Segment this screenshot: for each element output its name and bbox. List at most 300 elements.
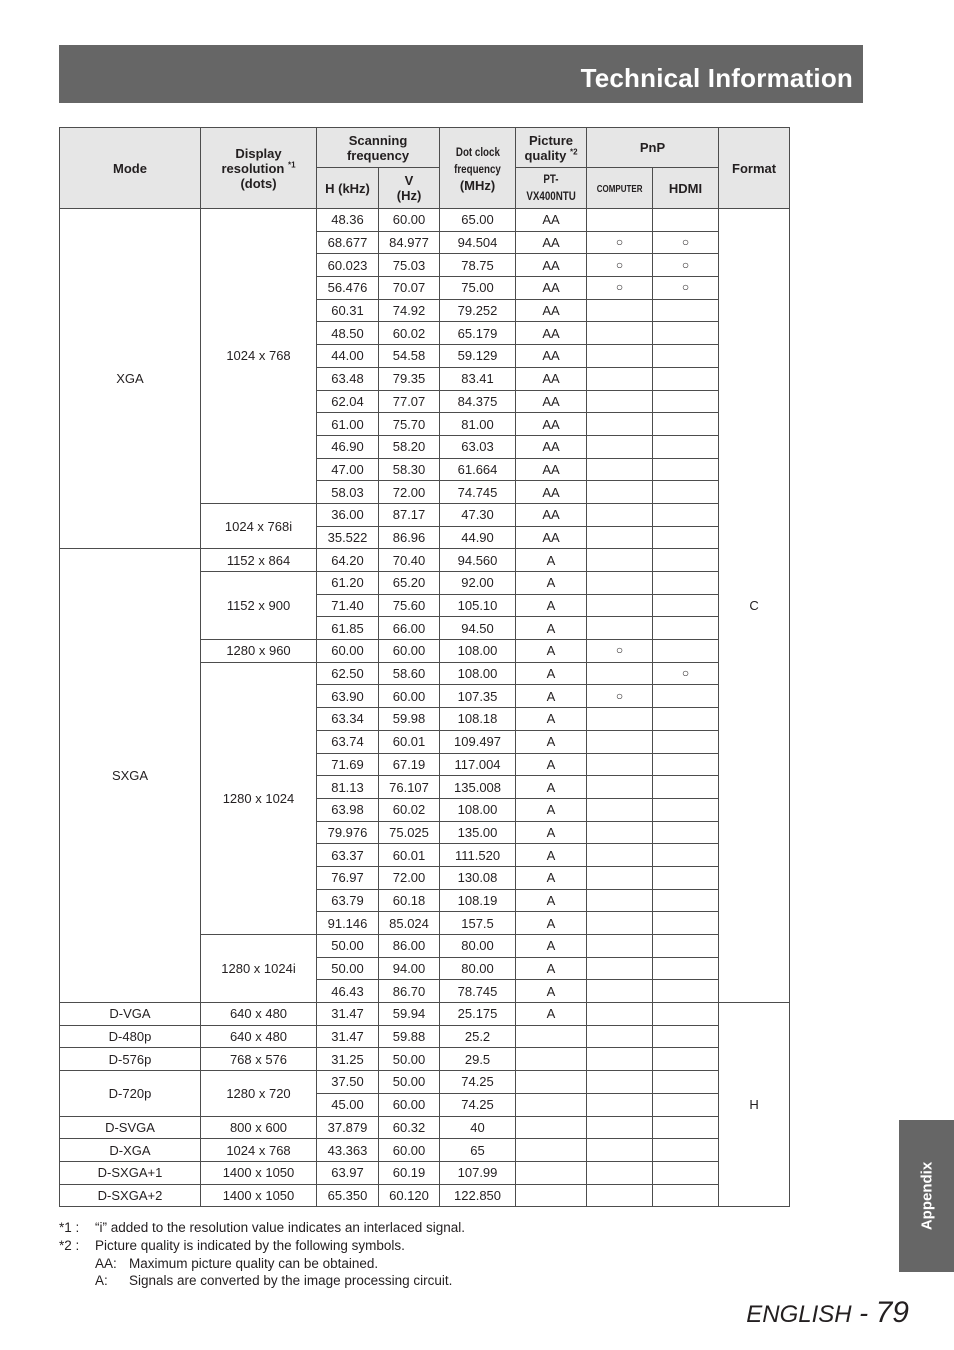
pnp-hdmi-cell <box>653 1139 719 1162</box>
picture-quality-cell: A <box>516 549 587 572</box>
pnp-computer-cell <box>587 866 653 889</box>
header-display-resolution: Display resolution $^{*1}$ (dots) <box>201 128 317 209</box>
pnp-hdmi-cell <box>653 1184 719 1207</box>
dot-clock-cell: 61.664 <box>440 458 516 481</box>
resolution-cell: 1280 x 720 <box>201 1071 317 1116</box>
v-hz-cell: 66.00 <box>379 617 440 640</box>
v-hz-cell: 60.02 <box>379 798 440 821</box>
v-hz-cell: 60.18 <box>379 889 440 912</box>
v-hz-cell: 94.00 <box>379 957 440 980</box>
pnp-computer-cell <box>587 617 653 640</box>
picture-quality-cell: A <box>516 1003 587 1026</box>
pnp-computer-cell <box>587 390 653 413</box>
table-row <box>60 1116 790 1139</box>
dot-clock-cell: 83.41 <box>440 367 516 390</box>
h-khz-cell: 63.34 <box>317 708 379 731</box>
dot-clock-cell: 122.850 <box>440 1184 516 1207</box>
dot-clock-cell: 75.00 <box>440 277 516 300</box>
signal-table-wrap <box>59 127 789 1207</box>
dot-clock-cell: 92.00 <box>440 572 516 595</box>
pnp-hdmi-cell <box>653 594 719 617</box>
pnp-hdmi-cell: ○ <box>653 231 719 254</box>
pnp-computer-cell <box>587 458 653 481</box>
header-dot-clock: Dot clock frequency (MHz) <box>440 128 516 209</box>
v-hz-cell: 76.107 <box>379 776 440 799</box>
pnp-computer-cell <box>587 1071 653 1094</box>
h-khz-cell: 60.31 <box>317 299 379 322</box>
table-row <box>60 1184 790 1207</box>
pnp-computer-cell <box>587 572 653 595</box>
resolution-cell: 768 x 576 <box>201 1048 317 1071</box>
v-hz-cell: 60.32 <box>379 1116 440 1139</box>
pnp-computer-cell <box>587 844 653 867</box>
footer-separator: - <box>851 1298 876 1328</box>
picture-quality-cell <box>516 1161 587 1184</box>
dot-clock-cell: 111.520 <box>440 844 516 867</box>
picture-quality-cell <box>516 1093 587 1116</box>
pnp-hdmi-cell <box>653 640 719 663</box>
pnp-computer-cell <box>587 435 653 458</box>
header-scanning-frequency: Scanning frequency <box>317 128 440 168</box>
picture-quality-cell: AA <box>516 503 587 526</box>
legend-a <box>59 1272 759 1290</box>
v-hz-cell: 75.60 <box>379 594 440 617</box>
dot-clock-cell: 78.75 <box>440 254 516 277</box>
pnp-hdmi-cell <box>653 957 719 980</box>
pnp-hdmi-cell: ○ <box>653 277 719 300</box>
dot-clock-cell: 135.00 <box>440 821 516 844</box>
pnp-computer-cell <box>587 798 653 821</box>
pnp-computer-cell <box>587 1003 653 1026</box>
h-khz-cell: 31.47 <box>317 1025 379 1048</box>
pnp-hdmi-cell <box>653 572 719 595</box>
v-hz-cell: 86.70 <box>379 980 440 1003</box>
dot-clock-cell: 80.00 <box>440 935 516 958</box>
pnp-computer-cell <box>587 481 653 504</box>
dot-clock-cell: 109.497 <box>440 730 516 753</box>
dot-clock-cell: 157.5 <box>440 912 516 935</box>
picture-quality-cell: A <box>516 866 587 889</box>
h-khz-cell: 48.36 <box>317 209 379 232</box>
picture-quality-cell: A <box>516 980 587 1003</box>
picture-quality-cell: AA <box>516 526 587 549</box>
pnp-hdmi-cell <box>653 617 719 640</box>
table-body <box>60 209 790 1207</box>
dot-clock-cell: 130.08 <box>440 866 516 889</box>
mode-cell: D-VGA <box>60 1003 201 1026</box>
pnp-computer-cell <box>587 889 653 912</box>
v-hz-cell: 79.35 <box>379 367 440 390</box>
pnp-computer-cell <box>587 912 653 935</box>
pnp-computer-cell <box>587 413 653 436</box>
pnp-computer-cell <box>587 503 653 526</box>
mode-cell: D-SVGA <box>60 1116 201 1139</box>
h-khz-cell: 61.20 <box>317 572 379 595</box>
picture-quality-cell: AA <box>516 209 587 232</box>
resolution-cell: 1024 x 768i <box>201 503 317 548</box>
pnp-computer-cell: ○ <box>587 254 653 277</box>
v-hz-cell: 60.00 <box>379 209 440 232</box>
dot-clock-cell: 29.5 <box>440 1048 516 1071</box>
v-hz-cell: 86.96 <box>379 526 440 549</box>
pnp-computer-cell <box>587 980 653 1003</box>
pnp-computer-cell <box>587 1161 653 1184</box>
legend-aa-text: Maximum picture quality can be obtained. <box>129 1255 379 1271</box>
mode-cell: D-576p <box>60 1048 201 1071</box>
h-khz-cell: 48.50 <box>317 322 379 345</box>
v-hz-cell: 58.60 <box>379 662 440 685</box>
table-row <box>60 549 790 572</box>
v-hz-cell: 70.40 <box>379 549 440 572</box>
picture-quality-cell: A <box>516 798 587 821</box>
pnp-hdmi-cell <box>653 1161 719 1184</box>
header-mode: Mode <box>60 128 201 209</box>
dot-clock-cell: 79.252 <box>440 299 516 322</box>
pnp-hdmi-cell <box>653 912 719 935</box>
format-cell: H <box>719 1003 790 1207</box>
footnote-1 <box>59 1219 759 1237</box>
h-khz-cell: 35.522 <box>317 526 379 549</box>
picture-quality-cell: A <box>516 662 587 685</box>
dot-clock-cell: 94.504 <box>440 231 516 254</box>
picture-quality-cell: AA <box>516 390 587 413</box>
h-khz-cell: 60.00 <box>317 640 379 663</box>
picture-quality-cell: A <box>516 821 587 844</box>
footer-language: ENGLISH <box>746 1301 852 1328</box>
pnp-hdmi-cell <box>653 1003 719 1026</box>
header-v-hz: V (Hz) <box>379 168 440 209</box>
picture-quality-cell <box>516 1116 587 1139</box>
h-khz-cell: 76.97 <box>317 866 379 889</box>
v-hz-cell: 75.70 <box>379 413 440 436</box>
picture-quality-cell: AA <box>516 435 587 458</box>
v-hz-cell: 65.20 <box>379 572 440 595</box>
v-hz-cell: 67.19 <box>379 753 440 776</box>
h-khz-cell: 44.00 <box>317 345 379 368</box>
table-row <box>60 209 790 232</box>
picture-quality-cell: A <box>516 572 587 595</box>
v-hz-cell: 84.977 <box>379 231 440 254</box>
pnp-computer-cell <box>587 957 653 980</box>
dot-clock-cell: 107.35 <box>440 685 516 708</box>
footnote-2-text: Picture quality is indicated by the following symbols. <box>95 1237 405 1253</box>
v-hz-cell: 60.00 <box>379 685 440 708</box>
pnp-hdmi-cell <box>653 980 719 1003</box>
dot-clock-cell: 74.25 <box>440 1071 516 1094</box>
mode-cell: D-SXGA+2 <box>60 1184 201 1207</box>
h-khz-cell: 64.20 <box>317 549 379 572</box>
appendix-tab[interactable] <box>899 1120 954 1272</box>
v-hz-cell: 59.94 <box>379 1003 440 1026</box>
picture-quality-cell <box>516 1025 587 1048</box>
pnp-computer-cell <box>587 1025 653 1048</box>
h-khz-cell: 63.97 <box>317 1161 379 1184</box>
page-number: 79 <box>875 1296 909 1329</box>
h-khz-cell: 62.04 <box>317 390 379 413</box>
picture-quality-cell: A <box>516 594 587 617</box>
v-hz-cell: 85.024 <box>379 912 440 935</box>
picture-quality-cell: AA <box>516 458 587 481</box>
picture-quality-cell: A <box>516 617 587 640</box>
picture-quality-cell: A <box>516 935 587 958</box>
dot-clock-cell: 108.18 <box>440 708 516 731</box>
footnote-2-mark: *2 : <box>59 1237 80 1253</box>
format-cell: C <box>719 209 790 1003</box>
pnp-computer-cell <box>587 209 653 232</box>
mode-cell: D-XGA <box>60 1139 201 1162</box>
h-khz-cell: 63.37 <box>317 844 379 867</box>
dot-clock-cell: 105.10 <box>440 594 516 617</box>
v-hz-cell: 60.02 <box>379 322 440 345</box>
header-model: PT- VX400NTU <box>516 168 587 209</box>
v-hz-cell: 60.00 <box>379 1139 440 1162</box>
picture-quality-cell: AA <box>516 254 587 277</box>
pnp-computer-cell <box>587 753 653 776</box>
picture-quality-cell: AA <box>516 299 587 322</box>
pnp-computer-cell <box>587 1116 653 1139</box>
h-khz-cell: 31.47 <box>317 1003 379 1026</box>
h-khz-cell: 63.74 <box>317 730 379 753</box>
dot-clock-cell: 63.03 <box>440 435 516 458</box>
v-hz-cell: 77.07 <box>379 390 440 413</box>
dot-clock-cell: 65.179 <box>440 322 516 345</box>
dot-clock-cell: 108.00 <box>440 662 516 685</box>
resolution-cell: 1024 x 768 <box>201 209 317 504</box>
pnp-computer-cell <box>587 935 653 958</box>
dot-clock-cell: 94.560 <box>440 549 516 572</box>
pnp-computer-cell <box>587 1184 653 1207</box>
h-khz-cell: 68.677 <box>317 231 379 254</box>
legend-a-text: Signals are converted by the image processing circuit. <box>129 1273 453 1289</box>
header-computer: COMPUTER <box>587 168 653 209</box>
header-hdmi: HDMI <box>653 168 719 209</box>
dot-clock-cell: 65.00 <box>440 209 516 232</box>
compatible-signals-table <box>59 127 790 1207</box>
pnp-hdmi-cell <box>653 458 719 481</box>
table-row <box>60 1003 790 1026</box>
pnp-hdmi-cell <box>653 1093 719 1116</box>
h-khz-cell: 36.00 <box>317 503 379 526</box>
header-picture-quality: Picture quality $^{*2}$ <box>516 128 587 168</box>
pnp-computer-cell <box>587 1048 653 1071</box>
picture-quality-cell: A <box>516 957 587 980</box>
pnp-hdmi-cell <box>653 435 719 458</box>
h-khz-cell: 79.976 <box>317 821 379 844</box>
picture-quality-cell: AA <box>516 231 587 254</box>
pnp-computer-cell: ○ <box>587 277 653 300</box>
h-khz-cell: 46.43 <box>317 980 379 1003</box>
dot-clock-cell: 25.175 <box>440 1003 516 1026</box>
dot-clock-cell: 44.90 <box>440 526 516 549</box>
picture-quality-cell: AA <box>516 413 587 436</box>
picture-quality-cell: AA <box>516 277 587 300</box>
picture-quality-cell: A <box>516 640 587 663</box>
table-row <box>60 1025 790 1048</box>
pnp-hdmi-cell <box>653 935 719 958</box>
v-hz-cell: 59.88 <box>379 1025 440 1048</box>
pnp-hdmi-cell <box>653 844 719 867</box>
v-hz-cell: 86.00 <box>379 935 440 958</box>
pnp-hdmi-cell <box>653 1116 719 1139</box>
h-khz-cell: 56.476 <box>317 277 379 300</box>
pnp-hdmi-cell <box>653 1071 719 1094</box>
dot-clock-cell: 84.375 <box>440 390 516 413</box>
table-row <box>60 1139 790 1162</box>
pnp-hdmi-cell <box>653 345 719 368</box>
h-khz-cell: 31.25 <box>317 1048 379 1071</box>
dot-clock-cell: 108.19 <box>440 889 516 912</box>
picture-quality-cell: A <box>516 685 587 708</box>
header-h-khz: H (kHz) <box>317 168 379 209</box>
dot-clock-cell: 107.99 <box>440 1161 516 1184</box>
pnp-hdmi-cell <box>653 1025 719 1048</box>
pnp-hdmi-cell <box>653 821 719 844</box>
resolution-cell: 1400 x 1050 <box>201 1184 317 1207</box>
pnp-computer-cell <box>587 1139 653 1162</box>
pnp-hdmi-cell <box>653 889 719 912</box>
pnp-computer-cell <box>587 526 653 549</box>
h-khz-cell: 63.98 <box>317 798 379 821</box>
pnp-computer-cell: ○ <box>587 640 653 663</box>
dot-clock-cell: 94.50 <box>440 617 516 640</box>
pnp-hdmi-cell <box>653 413 719 436</box>
dot-clock-cell: 40 <box>440 1116 516 1139</box>
picture-quality-cell: AA <box>516 345 587 368</box>
pnp-hdmi-cell <box>653 526 719 549</box>
table-row <box>60 1161 790 1184</box>
v-hz-cell: 60.00 <box>379 1093 440 1116</box>
resolution-cell: 1280 x 1024i <box>201 935 317 1003</box>
pnp-computer-cell <box>587 662 653 685</box>
appendix-tab-label: Appendix <box>918 1161 935 1231</box>
picture-quality-cell: AA <box>516 367 587 390</box>
dot-clock-cell: 74.745 <box>440 481 516 504</box>
picture-quality-cell <box>516 1139 587 1162</box>
picture-quality-cell: A <box>516 730 587 753</box>
dot-clock-cell: 117.004 <box>440 753 516 776</box>
h-khz-cell: 63.79 <box>317 889 379 912</box>
mode-cell: D-480p <box>60 1025 201 1048</box>
mode-cell: XGA <box>60 209 201 549</box>
h-khz-cell: 63.48 <box>317 367 379 390</box>
h-khz-cell: 50.00 <box>317 957 379 980</box>
resolution-cell: 640 x 480 <box>201 1003 317 1026</box>
pnp-hdmi-cell <box>653 390 719 413</box>
picture-quality-cell <box>516 1184 587 1207</box>
v-hz-cell: 72.00 <box>379 866 440 889</box>
dot-clock-cell: 135.008 <box>440 776 516 799</box>
header-bar <box>59 45 863 103</box>
h-khz-cell: 37.879 <box>317 1116 379 1139</box>
v-hz-cell: 50.00 <box>379 1048 440 1071</box>
pnp-computer-cell <box>587 776 653 799</box>
resolution-cell: 1280 x 1024 <box>201 662 317 934</box>
pnp-hdmi-cell <box>653 209 719 232</box>
pnp-hdmi-cell <box>653 708 719 731</box>
h-khz-cell: 50.00 <box>317 935 379 958</box>
resolution-cell: 1152 x 864 <box>201 549 317 572</box>
v-hz-cell: 87.17 <box>379 503 440 526</box>
h-khz-cell: 63.90 <box>317 685 379 708</box>
table-row <box>60 1071 790 1094</box>
resolution-cell: 640 x 480 <box>201 1025 317 1048</box>
header-format: Format <box>719 128 790 209</box>
h-khz-cell: 60.023 <box>317 254 379 277</box>
pnp-computer-cell <box>587 821 653 844</box>
pnp-computer-cell: ○ <box>587 685 653 708</box>
v-hz-cell: 60.19 <box>379 1161 440 1184</box>
v-hz-cell: 60.01 <box>379 844 440 867</box>
pnp-hdmi-cell: ○ <box>653 662 719 685</box>
v-hz-cell: 70.07 <box>379 277 440 300</box>
legend-a-symbol: A: <box>95 1273 108 1289</box>
v-hz-cell: 75.025 <box>379 821 440 844</box>
legend-aa-symbol: AA: <box>95 1255 117 1271</box>
v-hz-cell: 59.98 <box>379 708 440 731</box>
h-khz-cell: 61.85 <box>317 617 379 640</box>
page-footer <box>746 1296 909 1330</box>
h-khz-cell: 81.13 <box>317 776 379 799</box>
v-hz-cell: 58.30 <box>379 458 440 481</box>
resolution-cell: 1152 x 900 <box>201 572 317 640</box>
pnp-hdmi-cell <box>653 685 719 708</box>
dot-clock-cell: 59.129 <box>440 345 516 368</box>
dot-clock-cell: 74.25 <box>440 1093 516 1116</box>
table-row <box>60 1048 790 1071</box>
h-khz-cell: 71.40 <box>317 594 379 617</box>
v-hz-cell: 75.03 <box>379 254 440 277</box>
picture-quality-cell: A <box>516 753 587 776</box>
resolution-cell: 1024 x 768 <box>201 1139 317 1162</box>
pnp-hdmi-cell <box>653 322 719 345</box>
pnp-hdmi-cell <box>653 1048 719 1071</box>
pnp-computer-cell <box>587 730 653 753</box>
pnp-hdmi-cell <box>653 367 719 390</box>
pnp-hdmi-cell <box>653 503 719 526</box>
dot-clock-cell: 47.30 <box>440 503 516 526</box>
pnp-hdmi-cell <box>653 753 719 776</box>
dot-clock-cell: 78.745 <box>440 980 516 1003</box>
h-khz-cell: 62.50 <box>317 662 379 685</box>
v-hz-cell: 50.00 <box>379 1071 440 1094</box>
mode-cell: SXGA <box>60 549 201 1003</box>
v-hz-cell: 60.120 <box>379 1184 440 1207</box>
resolution-cell: 800 x 600 <box>201 1116 317 1139</box>
dot-clock-cell: 108.00 <box>440 640 516 663</box>
pnp-hdmi-cell <box>653 730 719 753</box>
dot-clock-cell: 25.2 <box>440 1025 516 1048</box>
pnp-hdmi-cell <box>653 798 719 821</box>
footnotes <box>59 1219 759 1290</box>
resolution-cell: 1280 x 960 <box>201 640 317 663</box>
pnp-hdmi-cell <box>653 299 719 322</box>
pnp-hdmi-cell <box>653 866 719 889</box>
pnp-hdmi-cell: ○ <box>653 254 719 277</box>
v-hz-cell: 60.01 <box>379 730 440 753</box>
picture-quality-cell: A <box>516 708 587 731</box>
h-khz-cell: 65.350 <box>317 1184 379 1207</box>
h-khz-cell: 47.00 <box>317 458 379 481</box>
pnp-hdmi-cell <box>653 481 719 504</box>
picture-quality-cell: A <box>516 912 587 935</box>
footnote-2 <box>59 1237 759 1255</box>
pnp-hdmi-cell <box>653 549 719 572</box>
pnp-computer-cell <box>587 708 653 731</box>
v-hz-cell: 72.00 <box>379 481 440 504</box>
picture-quality-cell: A <box>516 844 587 867</box>
pnp-computer-cell <box>587 322 653 345</box>
dot-clock-cell: 81.00 <box>440 413 516 436</box>
